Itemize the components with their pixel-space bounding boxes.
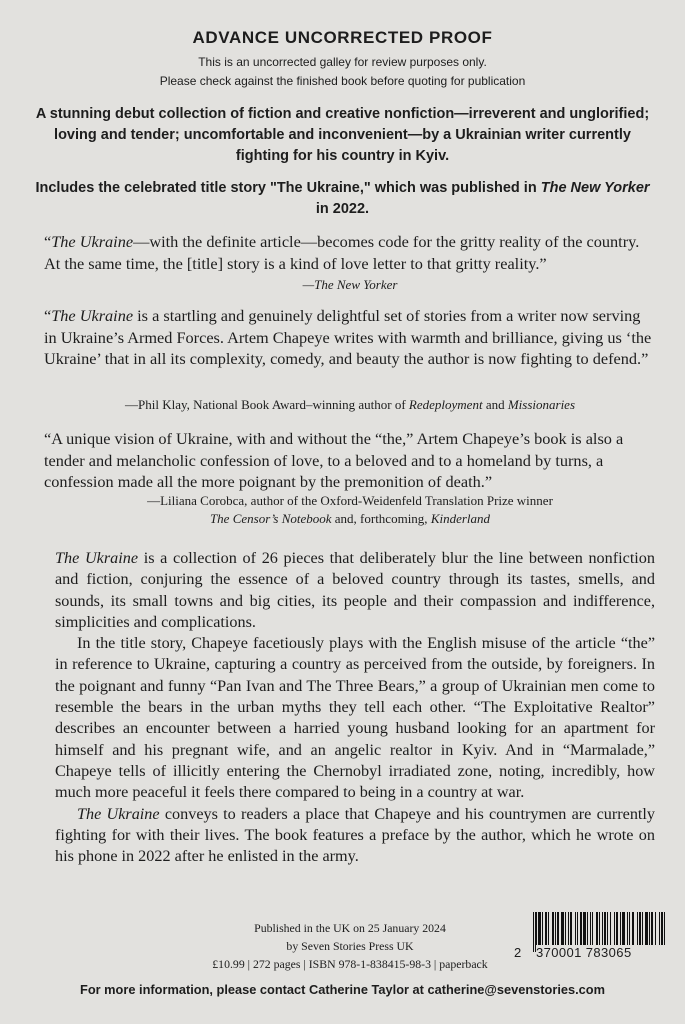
price-isbn-line: £10.99 | 272 pages | ISBN 978-1-838415-98-3 | paperback [212, 957, 488, 971]
description-paragraph-2: In the title story, Chapeye facetiously plays with the English misuse of the article “the” in reference to Ukraine, capturing a country as perceived from the outside, by foreigners. In the poignant and funny “Pan Ivan and The Three Bears,” a group of Ukrainian men come to resemble the bears in the urban myths they tell each other. “The Exploitative Realtor” describes an encounter between a harried young husband looking for an apartment for himself and his pregnant wife, and an angelic realtor in Kyiv. And in “Marmalade,” Chapeye tells of illicitly entering the Chernobyl irradiated zone, noting, incredibly, how much more peaceful it feels there compared to being in a country at war. [55, 634, 655, 802]
quote-3-attribution [44, 492, 656, 528]
review-quote-3: “A unique vision of Ukraine, with and without the “the,” Artem Chapeye’s book is also a tender and melancholic confession of love, to a beloved and to a homeland by turns, a confession made all the more poignant by the premonition of death.” [44, 429, 624, 491]
attribution-prefix: —Phil Klay, National Book Award–winning author of [124, 397, 409, 412]
review-quote-1 [44, 231, 656, 274]
proof-notice-line-1: This is an uncorrected galley for review purposes only. [198, 55, 487, 69]
quote-book-title: The Ukraine [51, 306, 134, 325]
attribution-and: and [482, 397, 508, 412]
attribution-book-2: Missionaries [507, 397, 576, 412]
attribution-mid: and, forthcoming, [331, 511, 431, 526]
quote-1-attribution [44, 276, 656, 294]
proof-notice-line-2: Please check against the finished book before quoting for publication [159, 74, 526, 88]
main-blurb: A stunning debut collection of fiction and creative nonfiction—irreverent and unglorified; loving and tender; uncomfortable and inconvenient—by a Ukrainian writer currently fighting for his country in Kyiv. [35, 106, 650, 164]
description-paragraph-1 [55, 548, 655, 633]
publisher: by Seven Stories Press UK [286, 939, 414, 953]
attribution-book-1: Redeployment [408, 397, 483, 412]
quote-text: —with the definite article—becomes code for the gritty reality of the country. At the same time, the [title] story is a kind of love letter to that gritty reality.” [44, 232, 640, 273]
includes-text-a: Includes the celebrated title story "The Ukraine," which was published in [35, 180, 541, 196]
attribution-book-2: Kinderland [430, 511, 491, 526]
book-description [55, 548, 655, 867]
proof-title: ADVANCE UNCORRECTED PROOF [192, 28, 493, 47]
attribution-book-1: The Censor’s Notebook [209, 511, 332, 526]
quote-open-mark: “ [44, 306, 52, 325]
attribution-line-2 [44, 510, 656, 528]
description-paragraph-3 [55, 804, 655, 868]
quote-text: is a startling and genuinely delightful set of stories from a writer now serving in Ukraine’s Armed Forces. Artem Chapeye writes with warmth and brilliance, giving us ‘the Ukraine’ that in all its complexity, comedy, and beauty the author is now fighting to defend.” [44, 306, 652, 368]
quote-2-attribution [44, 396, 656, 414]
description-book-title: The Ukraine [55, 549, 139, 567]
includes-blurb [30, 178, 655, 220]
attribution-line-1: —Liliana Corobca, author of the Oxford-Weidenfeld Translation Prize winner [147, 493, 553, 508]
contact-line: For more information, please contact Catherine Taylor at catherine@sevenstories.com [80, 982, 605, 997]
includes-text-b: in 2022. [315, 201, 370, 217]
quote-book-title: The Ukraine [51, 232, 134, 251]
barcode-digits: 370001 783065 [536, 945, 666, 960]
review-quote-2 [44, 305, 656, 370]
description-book-title: The Ukraine [77, 804, 160, 823]
description-text: is a collection of 26 pieces that deliberately blur the line between nonfiction and fiction, conjuring the essence of a beloved country through its tastes, smells, and sounds, its small towns and big cities, its people and their compassion and indifference, simplicities and complications. [55, 549, 655, 631]
barcode-prefix: 2 [514, 945, 522, 960]
publication-details [170, 919, 530, 973]
barcode-bar [533, 912, 534, 952]
attribution-source: —The New Yorker [302, 277, 398, 292]
publication-date: Published in the UK on 25 January 2024 [254, 921, 446, 935]
description-text: conveys to readers a place that Chapeye and his countrymen are currently fighting for with their lives. The book features a preface by the author, which he wrote on his phone in 2022 after he enlisted in the army. [55, 804, 656, 866]
quote-open-mark: “ [44, 232, 52, 251]
includes-publication: The New Yorker [540, 180, 650, 196]
